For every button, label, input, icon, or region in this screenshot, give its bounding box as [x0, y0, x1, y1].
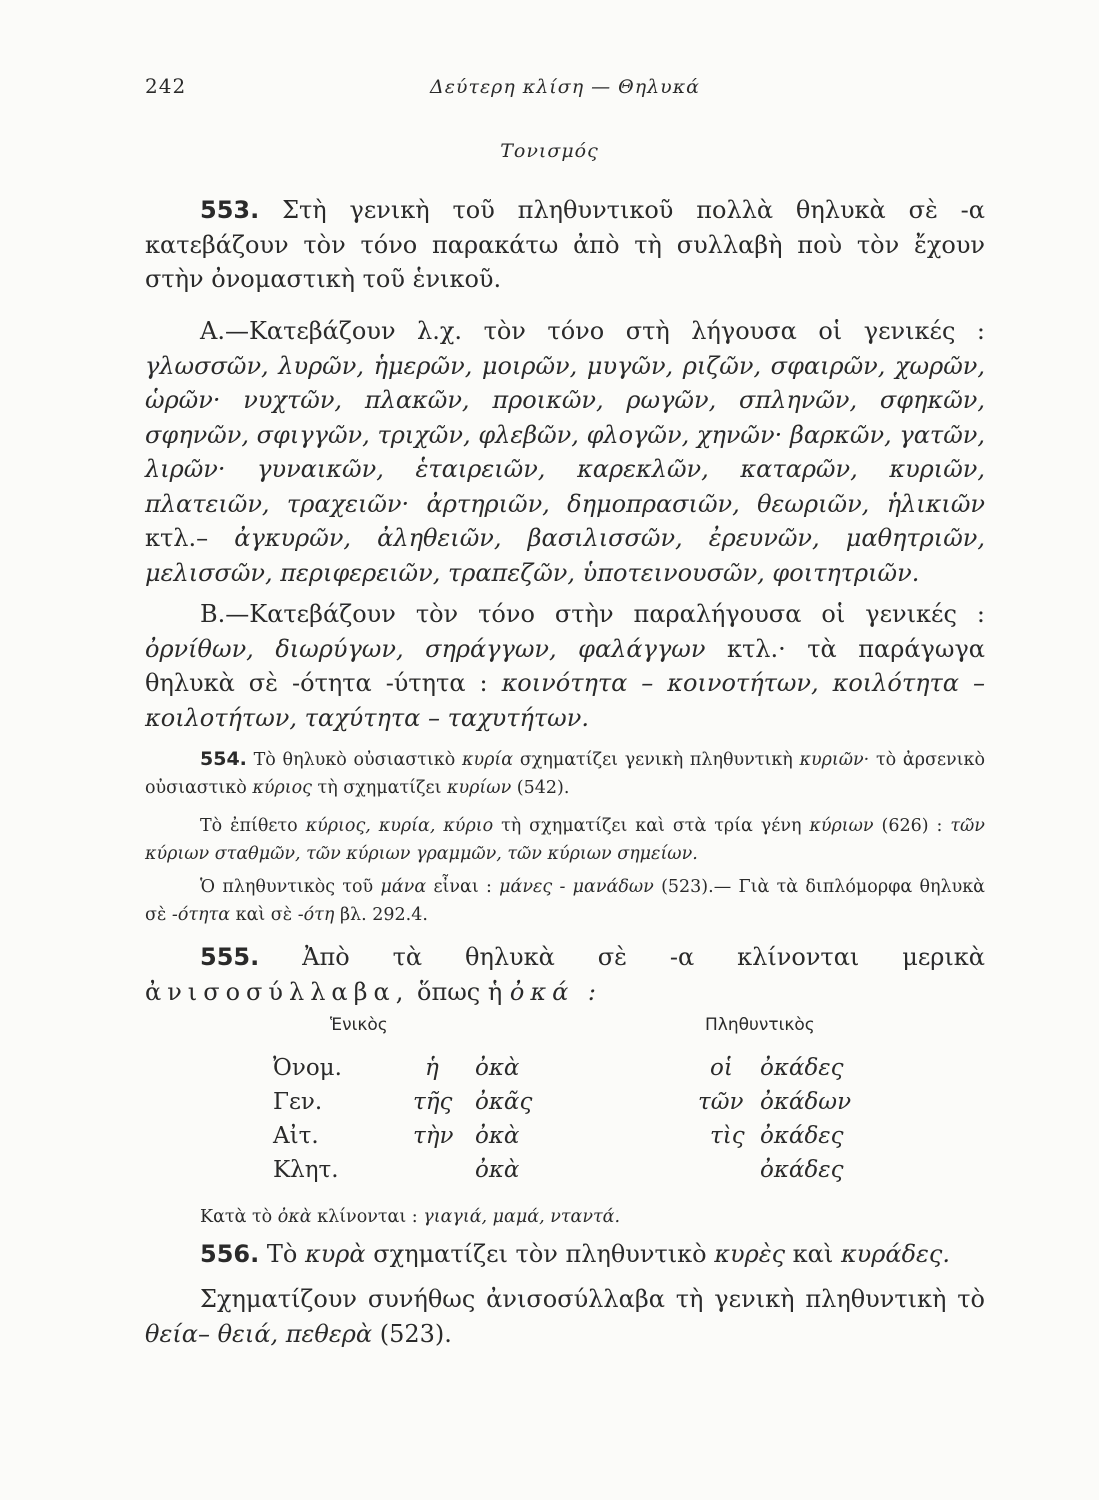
text: σχηματίζει γενικὴ πληθυντικὴ: [519, 750, 793, 770]
text: Κατὰ τὸ: [200, 1207, 273, 1227]
paragraph-554-adjective: [145, 812, 985, 868]
reference: (523).: [379, 1319, 452, 1348]
ktl-text: κτλ.–: [145, 524, 209, 552]
singular-form: ὀκᾶς: [475, 1089, 533, 1115]
singular-form: ὀκὰ: [475, 1157, 520, 1183]
example-word: κυρίων: [447, 778, 512, 798]
paragraph-554: [145, 745, 985, 802]
singular-form: ὀκὰ: [475, 1123, 520, 1149]
text: σχηματίζει τὸν πληθυντικὸ: [373, 1240, 707, 1268]
spaced-term: ἀνισοσύλλαβα,: [145, 977, 410, 1006]
example-word: ὀκὰ: [277, 1207, 312, 1227]
plural-form: ὀκάδες: [760, 1055, 844, 1081]
example-word: μάνα: [380, 877, 427, 897]
example-words: τῶν κύριων σταθμῶν, τῶν κύριων γραμμῶν, τῶν κύριων σημείων.: [145, 816, 985, 864]
article: τὴν: [413, 1123, 454, 1149]
note-oka: [145, 1203, 985, 1231]
text: Τὸ θηλυκὸ οὐσιαστικὸ: [253, 750, 456, 770]
paragraph-556-genitive: [145, 1282, 985, 1351]
section-heading: Τονισμός: [500, 140, 599, 162]
singular-form: ὀκὰ: [475, 1055, 520, 1081]
example-word: κύριος, κυρία, κύριο: [305, 816, 494, 836]
table-row: [145, 1123, 985, 1157]
plural-header: Πληθυντικὸς: [705, 1015, 815, 1035]
paragraph-lead: Β.—Κατεβάζουν τὸν τόνο στὴν παραλήγουσα οἱ γενικές :: [200, 600, 985, 628]
table-row: [145, 1089, 985, 1123]
paragraph-number: 556.: [200, 1240, 260, 1268]
page-number: 242: [145, 74, 187, 98]
paragraph-555: [145, 940, 985, 1009]
example-word: κυράδες.: [840, 1240, 950, 1268]
text: καὶ σὲ: [235, 905, 293, 925]
paragraph-a: [145, 314, 985, 590]
text: Τὸ ἐπίθετο: [200, 816, 298, 836]
paragraph-number: 554.: [200, 748, 247, 770]
suffix: -ότη: [297, 905, 335, 925]
article: οἱ: [710, 1055, 733, 1081]
text: κλίνονται :: [317, 1207, 418, 1227]
text: Σχηματίζουν συνήθως ἀνισοσύλλαβα τὴ γενικὴ πληθυντικὴ τὸ: [200, 1285, 985, 1313]
paragraph-text: Στὴ γενικὴ τοῦ πληθυντικοῦ πολλὰ θηλυκὰ σὲ -α κατεβάζουν τὸν τόνο παρακάτω ἀπὸ τὴ συλλαβὴ ποὺ τὸν ἔχουν στὴν ὀνομαστικὴ τοῦ ἑνικοῦ.: [145, 196, 985, 293]
text: Τὸ: [266, 1240, 298, 1268]
example-word: κυρὰ: [304, 1240, 366, 1268]
plural-form: ὀκάδες: [760, 1123, 844, 1149]
text: ὅπως ἡ: [417, 977, 503, 1006]
example-word: κύριος: [252, 778, 312, 798]
paragraph-number: 553.: [200, 196, 260, 224]
reference: (626) :: [881, 816, 943, 836]
example-word: μάνες - μανάδων: [499, 877, 654, 897]
case-label: Γεν.: [273, 1089, 323, 1115]
article: τῶν: [698, 1089, 744, 1115]
text: Ἀπὸ τὰ θηλυκὰ σὲ -α κλίνονται μερικὰ: [302, 943, 985, 971]
example-word: κυριῶν·: [799, 750, 870, 770]
text: τὴ σχηματίζει καὶ στὰ τρία γένη: [501, 816, 802, 836]
text: τὴ σχηματίζει: [317, 778, 442, 798]
suffix: -ότητα: [171, 905, 231, 925]
plural-form: ὀκάδων: [760, 1089, 852, 1115]
example-word: κυρία: [462, 750, 514, 770]
reference: (542).: [516, 778, 570, 798]
paragraph-556: [145, 1237, 985, 1272]
plural-form: ὀκάδες: [760, 1157, 844, 1183]
page-header: [145, 74, 985, 104]
table-row: [145, 1157, 985, 1191]
declension-table: [145, 1015, 985, 1185]
case-label: Αἰτ.: [273, 1123, 319, 1149]
example-words: θεία– θειά, πεθερὰ: [145, 1319, 373, 1348]
text: Ὁ πληθυντικὸς τοῦ: [200, 877, 374, 897]
text: εἶναι :: [433, 877, 492, 897]
example-words-2: κοινότητα – κοινοτήτων, κοιλότητα – κοιλοτήτων, ταχύτητα – ταχυτήτων.: [145, 669, 985, 732]
example-words: ὀρνίθων, διωρύγων, σηράγγων, φαλάγγων: [145, 634, 706, 663]
table-row: [145, 1055, 985, 1089]
case-label: Ὀνομ.: [273, 1055, 342, 1081]
reference: βλ. 292.4.: [339, 905, 428, 925]
text: τὸ ἀρσενικὸ οὐσιαστικὸ: [145, 750, 985, 798]
running-title: Δεύτερη κλίση — Θηλυκά: [430, 76, 700, 98]
article: τῆς: [413, 1089, 453, 1115]
text: καὶ: [792, 1240, 834, 1268]
paragraph-number: 555.: [200, 943, 260, 971]
case-label: Κλητ.: [273, 1157, 339, 1183]
article: τὶς: [710, 1123, 745, 1149]
article: ἡ: [425, 1055, 439, 1081]
paragraph-553: [145, 193, 985, 297]
paragraph-554-mana: [145, 873, 985, 929]
text: (523).— Γιὰ τὰ διπλόμορφα θηλυκὰ σὲ: [145, 877, 985, 925]
paragraph-mid: κτλ.· τὰ παράγωγα θηλυκὰ σὲ -ότητα -ύτητα :: [145, 634, 986, 697]
spaced-term: ὀκά :: [509, 977, 602, 1006]
example-word: κυρὲς: [714, 1240, 786, 1268]
example-words: γλωσσῶν, λυρῶν, ἡμερῶν, μοιρῶν, μυγῶν, ριζῶν, σφαιρῶν, χωρῶν, ὡρῶν· νυχτῶν, πλακῶν, προικῶν, ρωγῶν, σπληνῶν, σφηκῶν, σφηνῶν, σφιγγῶν, τριχῶν, φλεβῶν, φλογῶν, χηνῶν· βαρκῶν, γατῶν, λιρῶν· γυναικῶν, ἑταιρειῶν, καρεκλῶν, καταρῶν, κυριῶν, πλατειῶν, τραχειῶν· ἀρτηριῶν, δημοπρασιῶν, θεωριῶν, ἡλικιῶν: [145, 351, 985, 518]
paragraph-b: [145, 597, 985, 735]
example-words: γιαγιά, μαμά, νταντά.: [423, 1207, 621, 1227]
singular-header: Ἑνικὸς: [330, 1015, 388, 1035]
example-words-2: ἀγκυρῶν, ἀληθειῶν, βασιλισσῶν, ἐρευνῶν, μαθητριῶν, μελισσῶν, περιφερειῶν, τραπεζῶν, ὑποτεινουσῶν, φοιτητριῶν.: [145, 524, 985, 587]
paragraph-lead: Α.—Κατεβάζουν λ.χ. τὸν τόνο στὴ λήγουσα οἱ γενικές :: [200, 317, 985, 345]
example-word: κύριων: [809, 816, 874, 836]
